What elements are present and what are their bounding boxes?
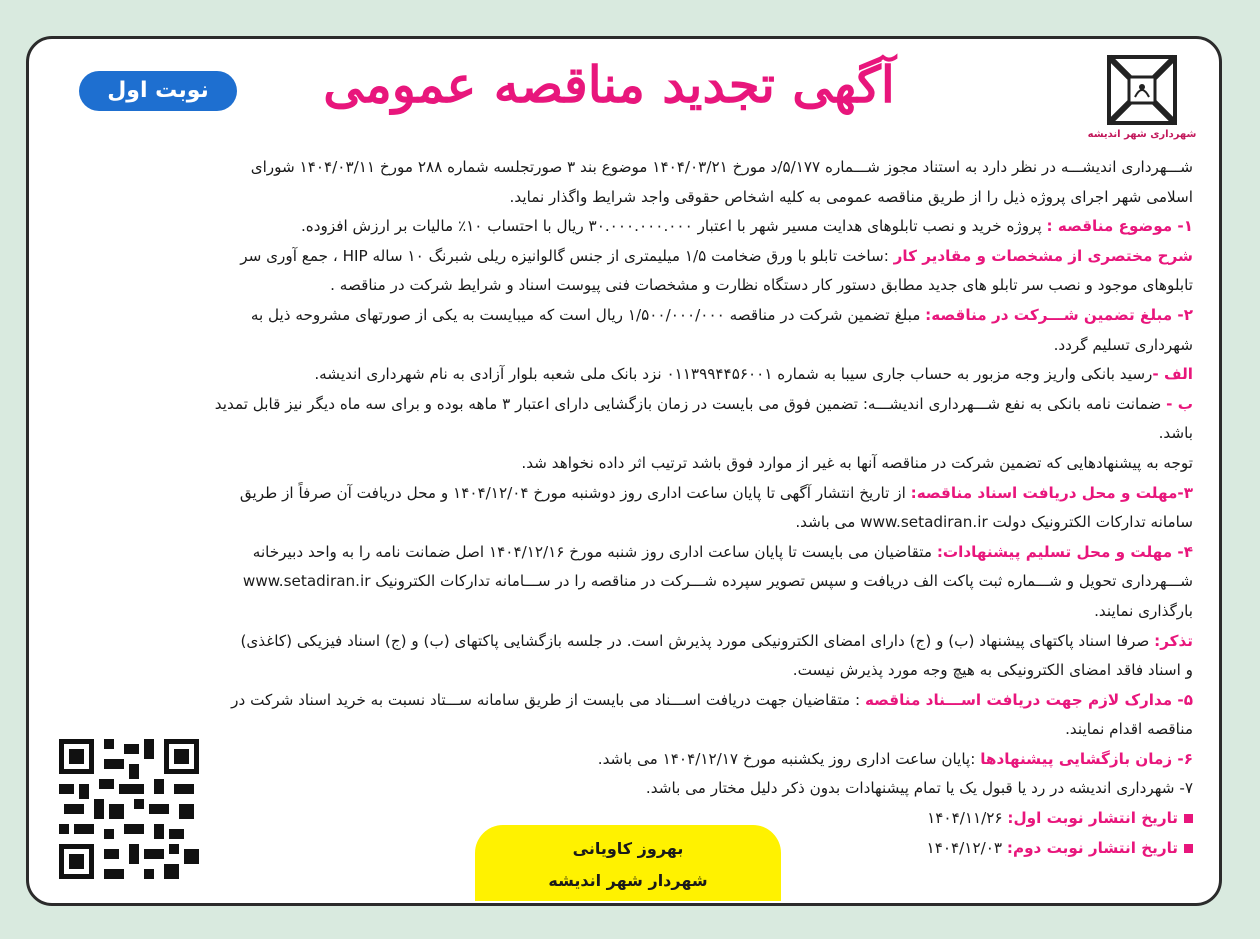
announcement-body [55,153,1193,863]
note-line: توجه به پیشنهادهایی که تضمین شرکت در مناقصه آنها به غیر از موارد فوق باشد ترتیب اثر داده نخواهد شد. [521,453,1193,472]
deadline-bid-line: شـــهرداری تحویل و شـــماره ثبت پاکت الف دریافت و سپس تصویر سپرده شـــرکت در مناقصه را در ســـامانه تدارکات الکترونیک www.setadiran.ir [242,572,1193,591]
docs-line: مناقصه اقدام نمایند. [1065,720,1193,739]
alef-line [55,360,1193,390]
spec-label: شرح مختصری از مشخصات و مقادیر کار [893,246,1193,265]
deposit-text: مبلغ تضمین شرکت در مناقصه ۱/۵۰۰/۰۰۰/۰۰۰ ریال است که میبایست به یکی از صورتهای مشروحه ذیل به [250,305,921,324]
reminder-line [55,627,1193,657]
municipality-logo [1087,53,1197,149]
page-title: آگهی تجدید مناقصه عمومی [323,55,895,114]
reminder-label: تذکر: [1154,631,1193,650]
spec-text: :ساخت تابلو با ورق ضخامت ۱/۵ میلیمتری از جنس گالوانیزه ریلی شبرنگ ۱۰ ساله HIP ، جمع آوری سر [240,246,889,265]
spec-line [55,242,1193,272]
docs-line [55,686,1193,716]
opening-text: :پایان ساعت اداری روز یکشنبه مورخ ۱۴۰۴/۱۲/۱۷ می باشد. [597,749,976,768]
logo-caption: شهرداری شهر اندیشه [1087,129,1197,140]
be-line [55,390,1193,420]
mayor-role: شهردار شهر اندیشه [548,871,708,890]
alef-text: رسید بانکی واریز وجه مزبور به حساب جاری سیبا به شماره ۰۱۱۳۹۹۴۴۵۶۰۰۱ نزد بانک ملی شعبه بلوار آزادی به نام شهرداری اندیشه. [314,365,1153,384]
rights-line: ۷- شهرداری اندیشه در رد یا قبول یک یا تمام پیشنهادات بدون ذکر دلیل مختار می باشد. [645,779,1193,798]
deadline-docs-line: سامانه تدارکات الکترونیک دولت www.setadiran.ir می باشد. [795,513,1193,532]
mayor-name: بهروز کاویانی [572,839,684,858]
reminder-line: و اسناد فاقد امضای الکترونیکی به هیچ وجه مورد پذیرش نیست. [792,661,1193,680]
qr-code[interactable] [59,739,199,879]
reminder-text: صرفا اسناد پاکتهای پیشنهاد (ب) و (ج) دارای امضای الکترونیکی مورد پذیرش است. در جلسه بازگشایی پاکتهای (ب) و (ج) اسناد فیزیکی (کاغذی) [240,631,1150,650]
be-text: ضمانت نامه بانکی به نفع شـــهرداری اندیشـــه: تضمین فوق می بایست در زمان بازگشایی دارای اعتبار ۳ ماهه بوده و برای سه ماه دیگر نیز قابل تمدید [214,394,1162,413]
deadline-docs-label: ۳-مهلت و محل دریافت اسناد مناقصه: [910,483,1193,502]
intro-line: اسلامی شهر اجرای پروژه ذیل را از طریق مناقصه عمومی به کلیه اشخاص حقوقی واجد شرایط واگذار نماید. [509,187,1193,206]
opening-label: ۶- زمان بازگشایی پیشنهادها [980,749,1193,768]
qr-code-icon [59,739,199,879]
docs-text: : متقاضیان جهت دریافت اســـناد می بایست از طریق سامانه ســـتاد نسبت به خرید اسناد شرکت در [231,690,861,709]
be-line: باشد. [1158,424,1193,443]
deposit-label: ۲- مبلغ تضمین شـــرکت در مناقصه: [925,305,1193,324]
intro-line: شـــهرداری اندیشـــه در نظر دارد به استناد مجوز شـــماره ۵/۱۷۷/د مورخ ۱۴۰۴/۰۳/۲۱ موضوع بند ۳ صورتجلسه شماره ۲۸۸ مورخ ۱۴۰۴/۰۳/۱۱ شورای [250,158,1193,176]
opening-line [55,745,1193,775]
issue-badge: نوبت اول [79,71,237,111]
deadline-bid-line [55,538,1193,568]
subject-label: ۱- موضوع مناقصه : [1046,217,1193,236]
municipality-emblem-icon [1105,53,1179,127]
pub2-date: ۱۴۰۴/۱۲/۰۳ [926,838,1003,857]
deadline-bid-label: ۴- مهلت و محل تسلیم پیشنهادات: [936,542,1193,561]
subject-text: پروژه خرید و نصب تابلوهای هدایت مسیر شهر با اعتبار ۳۰.۰۰۰.۰۰۰.۰۰۰ ریال با احتساب ۱۰٪ مالیات بر ارزش افزوده. [300,217,1042,236]
bullet-square-icon [1184,844,1193,853]
deadline-bid-text: متقاضیان می بایست تا پایان ساعت اداری روز شنبه مورخ ۱۴۰۴/۱۲/۱۶ اصل ضمانت نامه را به واحد دبیرخانه [252,542,932,561]
docs-label: ۵- مدارک لازم جهت دریافت اســـناد مناقصه [864,690,1193,709]
pub1-label: تاریخ انتشار نوبت اول: [1007,809,1178,828]
subject-line [55,212,1193,242]
deposit-line: شهرداری تسلیم گردد. [1053,335,1193,354]
deadline-bid-line: بارگذاری نمایند. [1094,601,1193,620]
deadline-docs-line [55,479,1193,509]
pub1-date: ۱۴۰۴/۱۱/۲۶ [927,809,1003,828]
advertisement-frame [26,36,1222,906]
deadline-docs-text: از تاریخ انتشار آگهی تا پایان ساعت اداری روز دوشنبه مورخ ۱۴۰۴/۱۲/۰۴ و محل دریافت آن صرفاً از طریق [239,483,906,502]
pub2-label: تاریخ انتشار نوبت دوم: [1006,838,1178,857]
alef-label: الف - [1152,365,1193,384]
signature-box [475,825,781,901]
be-label: ب - [1166,394,1193,413]
bullet-square-icon [1184,814,1193,823]
deposit-line [55,301,1193,331]
spec-line: تابلوهای موجود و نصب سر تابلو های جدید مطابق دستور کار دستگاه نظارت و مشخصات فنی پیوست اسناد و شرایط شرکت در مناقصه . [330,276,1193,295]
